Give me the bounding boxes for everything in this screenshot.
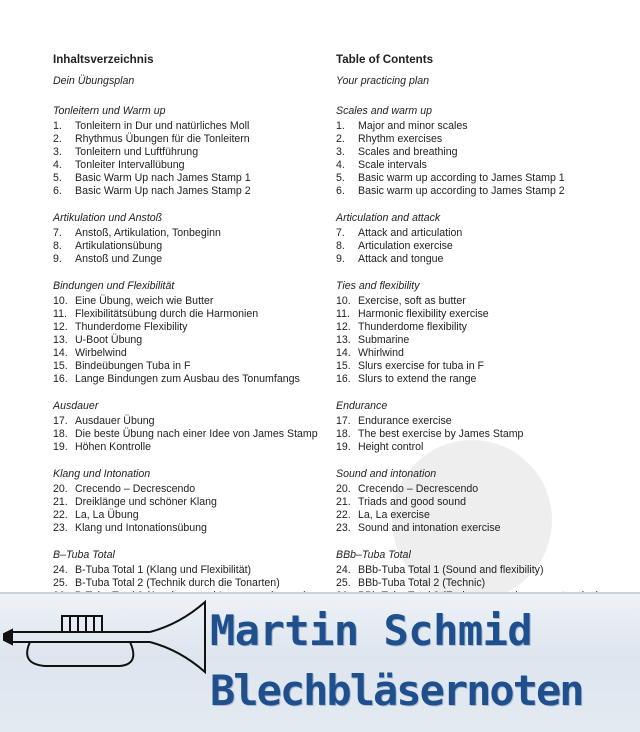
entry-number: 15. <box>53 360 68 372</box>
toc-section <box>53 105 328 198</box>
entry-number: 13. <box>53 334 68 346</box>
toc-entry <box>336 321 626 334</box>
entry-label: Eine Übung, weich wie Butter <box>75 295 214 307</box>
toc-section <box>53 280 328 386</box>
entry-number: 2. <box>53 133 62 145</box>
entry-label: Klang und Intonationsübung <box>75 522 207 534</box>
toc-entry <box>336 522 626 535</box>
toc-entry <box>53 321 328 334</box>
toc-entry <box>336 360 626 373</box>
entry-label: Tonleitern in Dur und natürliches Moll <box>75 120 250 132</box>
entry-label: Sound and intonation exercise <box>358 522 501 534</box>
toc-entry <box>336 253 626 266</box>
section-title: Ties and flexibility <box>336 280 420 292</box>
entry-label: Harmonic flexibility exercise <box>358 308 489 320</box>
entry-number: 7. <box>336 227 345 239</box>
entry-label: Bindeübungen Tuba in F <box>75 360 191 372</box>
toc-entry <box>336 159 626 172</box>
toc-entry <box>53 564 328 577</box>
entry-number: 11. <box>53 308 67 320</box>
section-title: Articulation and attack <box>336 212 441 224</box>
toc-subtitle: Your practicing plan <box>336 75 430 87</box>
entry-number: 17. <box>336 415 351 427</box>
entry-label: Crecendo – Decrescendo <box>75 483 196 495</box>
entry-number: 19. <box>53 441 68 453</box>
entry-number: 1. <box>53 120 62 132</box>
entry-number: 4. <box>336 159 345 171</box>
entry-label: Basic warm up according to James Stamp 2 <box>358 185 565 197</box>
toc-subtitle: Dein Übungsplan <box>53 75 135 87</box>
entry-label: BBb-Tuba Total 2 (Technic) <box>358 577 486 589</box>
toc-entry <box>53 172 328 185</box>
entry-number: 12. <box>336 321 351 333</box>
toc-entry <box>53 295 328 308</box>
entry-label: Whirlwind <box>358 347 404 359</box>
entry-number: 4. <box>53 159 62 171</box>
section-title: Artikulation und Anstoß <box>53 212 163 224</box>
entry-number: 6. <box>53 185 62 197</box>
publisher-banner <box>0 592 640 732</box>
entry-number: 3. <box>53 146 62 158</box>
entry-label: Lange Bindungen zum Ausbau des Tonumfangs <box>75 373 300 385</box>
entry-number: 24. <box>336 564 351 576</box>
entry-label: Major and minor scales <box>358 120 468 132</box>
entry-label: Wirbelwind <box>75 347 127 359</box>
toc-entry <box>336 295 626 308</box>
toc-entry <box>53 496 328 509</box>
entry-label: Rhythmus Übungen für die Tonleitern <box>75 133 250 145</box>
entry-number: 1. <box>336 120 345 132</box>
entry-label: Dreiklänge und schöner Klang <box>75 496 217 508</box>
entry-label: Slurs exercise for tuba in F <box>358 360 484 372</box>
toc-section <box>336 105 626 198</box>
entry-number: 25. <box>336 577 351 589</box>
toc-entry <box>53 334 328 347</box>
entry-number: 9. <box>336 253 345 265</box>
trumpet-icon <box>0 594 215 684</box>
entry-number: 6. <box>336 185 345 197</box>
entry-label: Rhythm exercises <box>358 133 443 145</box>
toc-entry <box>53 373 328 386</box>
section-title: Tonleitern und Warm up <box>53 105 166 117</box>
entry-label: Articulation exercise <box>358 240 453 252</box>
section-title: Sound and intonation <box>336 468 437 480</box>
entry-label: U-Boot Übung <box>75 334 143 346</box>
section-title: Scales and warm up <box>336 105 432 117</box>
toc-entry <box>336 577 626 590</box>
toc-entry <box>336 334 626 347</box>
entry-number: 2. <box>336 133 345 145</box>
entry-label: Basic warm up according to James Stamp 1 <box>358 172 565 184</box>
toc-entry <box>336 509 626 522</box>
entry-number: 16. <box>336 373 351 385</box>
entry-label: Endurance exercise <box>358 415 452 427</box>
toc-entry <box>336 564 626 577</box>
toc-heading: Inhaltsverzeichnis <box>53 53 154 66</box>
entry-label: Scales and breathing <box>358 146 458 158</box>
toc-section <box>336 212 626 266</box>
entry-label: B-Tuba Total 2 (Technik durch die Tonarten) <box>75 577 280 589</box>
entry-label: Thunderdome Flexibility <box>75 321 188 333</box>
entry-number: 14. <box>336 347 351 359</box>
entry-number: 5. <box>53 172 62 184</box>
entry-number: 15. <box>336 360 351 372</box>
section-title: Ausdauer <box>53 400 99 412</box>
entry-label: Height control <box>358 441 424 453</box>
entry-label: Crecendo – Decrescendo <box>358 483 479 495</box>
entry-label: Anstoß und Zunge <box>75 253 163 265</box>
entry-label: Attack and tongue <box>358 253 444 265</box>
entry-number: 19. <box>336 441 351 453</box>
toc-heading: Table of Contents <box>336 53 434 66</box>
toc-section <box>336 280 626 386</box>
toc-entry <box>53 415 328 428</box>
toc-entry <box>53 240 328 253</box>
entry-label: Artikulationsübung <box>75 240 163 252</box>
toc-entry <box>53 428 328 441</box>
section-title: B–Tuba Total <box>53 549 115 561</box>
entry-number: 22. <box>336 509 351 521</box>
entry-number: 11. <box>336 308 350 320</box>
toc-entry <box>336 240 626 253</box>
toc-section <box>53 212 328 266</box>
entry-label: Submarine <box>358 334 410 346</box>
entry-label: Flexibilitätsübung durch die Harmonien <box>75 308 259 320</box>
entry-label: Slurs to extend the range <box>358 373 477 385</box>
entry-number: 10. <box>53 295 68 307</box>
entry-label: Thunderdome flexibility <box>358 321 467 333</box>
entry-number: 12. <box>53 321 68 333</box>
entry-label: Anstoß, Artikulation, Tonbeginn <box>75 227 221 239</box>
entry-number: 18. <box>336 428 351 440</box>
toc-entry <box>53 441 328 454</box>
toc-section <box>336 400 626 454</box>
toc-entry <box>53 120 328 133</box>
entry-label: Exercise, soft as butter <box>358 295 466 307</box>
entry-number: 21. <box>336 496 351 508</box>
entry-number: 14. <box>53 347 68 359</box>
entry-label: The best exercise by James Stamp <box>358 428 524 440</box>
entry-label: Triads and good sound <box>358 496 466 508</box>
entry-label: Basic Warm Up nach James Stamp 1 <box>75 172 251 184</box>
entry-number: 20. <box>53 483 68 495</box>
banner-title-line1: Martin Schmid <box>210 606 533 655</box>
toc-entry <box>53 159 328 172</box>
toc-entry <box>53 577 328 590</box>
section-title: Bindungen und Flexibilität <box>53 280 175 292</box>
toc-entry <box>53 133 328 146</box>
german-column <box>53 48 328 600</box>
section-title: BBb–Tuba Total <box>336 549 411 561</box>
toc-entry <box>53 509 328 522</box>
entry-number: 13. <box>336 334 351 346</box>
toc-section <box>336 468 626 535</box>
entry-number: 23. <box>53 522 68 534</box>
toc-entry <box>336 146 626 159</box>
entry-label: La, La Übung <box>75 509 139 521</box>
entry-label: La, La exercise <box>358 509 430 521</box>
entry-label: Tonleitern und Luftführung <box>75 146 199 158</box>
entry-label: Die beste Übung nach einer Idee von James Stamp <box>75 428 318 440</box>
toc-entry <box>53 227 328 240</box>
entry-label: Tonleiter Intervallübung <box>75 159 185 171</box>
toc-entry <box>53 253 328 266</box>
entry-number: 3. <box>336 146 345 158</box>
toc-entry <box>336 496 626 509</box>
entry-number: 8. <box>336 240 345 252</box>
entry-number: 7. <box>53 227 62 239</box>
toc-entry <box>336 441 626 454</box>
entry-number: 5. <box>336 172 345 184</box>
entry-number: 21. <box>53 496 68 508</box>
toc-entry <box>53 347 328 360</box>
toc-entry <box>53 185 328 198</box>
toc-entry <box>53 360 328 373</box>
toc-entry <box>336 133 626 146</box>
entry-label: B-Tuba Total 1 (Klang und Flexibilität) <box>75 564 252 576</box>
entry-number: 20. <box>336 483 351 495</box>
entry-number: 22. <box>53 509 68 521</box>
toc-entry <box>336 172 626 185</box>
entry-label: BBb-Tuba Total 1 (Sound and flexibility) <box>358 564 544 576</box>
banner-title-line2: Blechbläsernoten <box>210 666 583 715</box>
english-column <box>336 48 626 600</box>
toc-entry <box>53 522 328 535</box>
entry-number: 25. <box>53 577 68 589</box>
toc-section <box>53 400 328 454</box>
entry-number: 24. <box>53 564 68 576</box>
entry-number: 9. <box>53 253 62 265</box>
entry-number: 17. <box>53 415 68 427</box>
entry-number: 16. <box>53 373 68 385</box>
toc-section <box>53 468 328 535</box>
entry-label: Basic Warm Up nach James Stamp 2 <box>75 185 251 197</box>
toc-entry <box>336 185 626 198</box>
toc-entry <box>336 415 626 428</box>
entry-number: 23. <box>336 522 351 534</box>
entry-number: 18. <box>53 428 68 440</box>
toc-entry <box>336 483 626 496</box>
section-title: Klang und Intonation <box>53 468 151 480</box>
toc-entry <box>336 428 626 441</box>
toc-entry <box>336 373 626 386</box>
toc-entry <box>53 146 328 159</box>
entry-label: Attack and articulation <box>358 227 463 239</box>
entry-number: 8. <box>53 240 62 252</box>
toc-entry <box>53 483 328 496</box>
toc-entry <box>336 227 626 240</box>
toc-entry <box>53 308 328 321</box>
toc-entry <box>336 308 626 321</box>
toc-entry <box>336 347 626 360</box>
entry-label: Scale intervals <box>358 159 427 171</box>
toc-entry <box>336 120 626 133</box>
section-title: Endurance <box>336 400 388 412</box>
entry-label: Höhen Kontrolle <box>75 441 151 453</box>
entry-number: 10. <box>336 295 351 307</box>
entry-label: Ausdauer Übung <box>75 415 155 427</box>
